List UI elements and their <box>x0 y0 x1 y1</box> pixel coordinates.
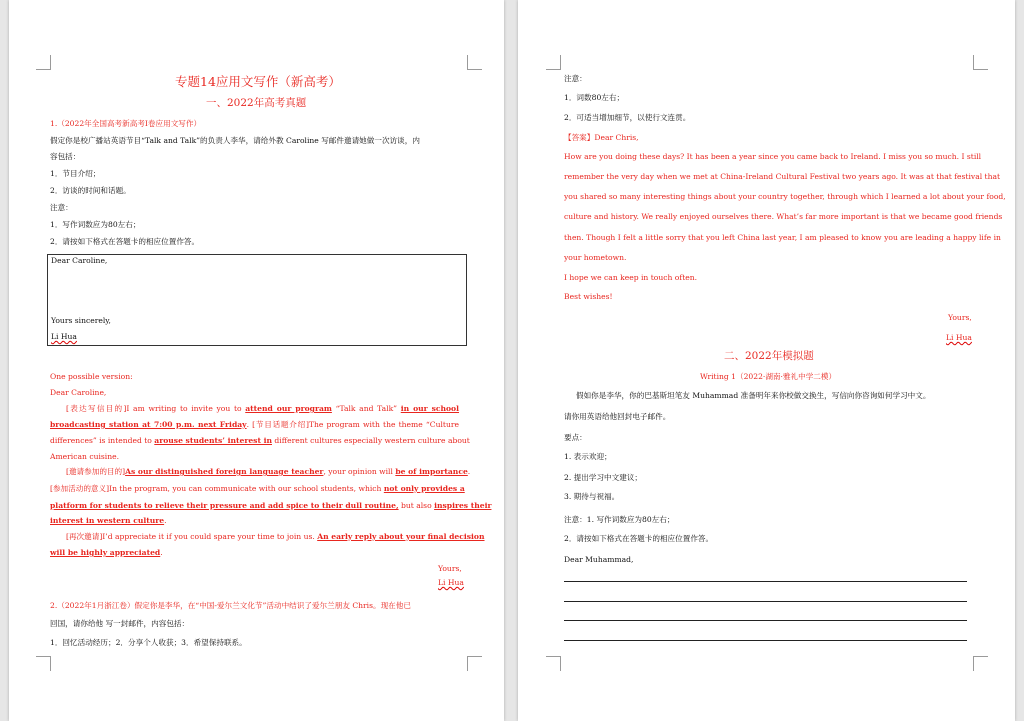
model-paragraph-3-line-2: will be highly appreciated. <box>50 548 163 557</box>
model-label: One possible version: <box>50 372 133 381</box>
writing-line <box>564 581 967 582</box>
point-item-2: 2. 提出学习中文建议； <box>564 473 643 482</box>
note-line-2: 2．请按如下格式在答题卡的相应位置作答。 <box>564 534 714 543</box>
answer-line-8: Best wishes! <box>564 292 613 301</box>
note-label: 注意： <box>564 74 587 83</box>
model-paragraph-1-line-1: [表达写信目的]I am writing to invite you to attend our program “Talk and Talk” in our school <box>66 404 460 413</box>
note-item-2: 2．可适当增加细节，以使行文连贯。 <box>564 113 691 122</box>
model-greeting: Dear Caroline, <box>50 388 107 397</box>
margin-mark-top-left <box>546 55 561 70</box>
margin-mark-bottom-left <box>36 656 51 671</box>
section-heading-mock-exam: 二、2022年模拟题 <box>724 350 814 362</box>
model-paragraph-1-line-4: American cuisine. <box>50 452 120 461</box>
question-1-prompt-cont: 容包括： <box>50 152 81 161</box>
model-paragraph-3-line-1: [再次邀请]I’d appreciate it if you could spare your time to join us. An early reply about your final decision <box>66 532 485 541</box>
model-paragraph-2-line-1: [邀请参加的目的]As our distinguished foreign language teacher, your opinion will be of importance. <box>66 467 471 476</box>
answer-format-box <box>47 254 467 346</box>
writing-1-prompt-cont: 请你用英语给他回封电子邮件。 <box>564 412 671 421</box>
writing-line <box>564 640 967 641</box>
writing-line <box>564 620 967 621</box>
section-heading-real-exam: 一、2022年高考真题 <box>206 97 307 109</box>
model-signature: Li Hua <box>438 578 464 587</box>
point-item-3: 3. 期待与祝福。 <box>564 492 620 501</box>
answer-greeting: 【答案】Dear Chris, <box>564 133 639 142</box>
margin-mark-top-right <box>467 55 482 70</box>
answer-line-2: remember the very day when we met at China-Ireland Cultural Festival two years ago. It was at that festival that <box>564 172 1001 181</box>
answer-line-4: culture and history. We really enjoyed ourselves there. What’s far more important is that we became good friends <box>564 212 1003 221</box>
answer-line-3: you shared so many interesting things about your country together, through which I learned a lot about your food, <box>564 192 1006 201</box>
answer-line-1: How are you doing these days? It has been a year since you came back to Ireland. I miss you so much. I still <box>564 152 982 161</box>
writing-1-prompt: 假如你是李华，你的巴基斯坦笔友 Muhammad 准备明年来你校做交换生，写信向你咨询如何学习中文。 <box>576 391 931 400</box>
question-1-heading: 1.（2022年全国高考新高考I卷应用文写作） <box>50 119 202 128</box>
writing-line <box>564 601 967 602</box>
question-1-prompt: 假定你是校广播站英语节目“Talk and Talk”的负责人李华，请给外教 Caroline 写邮件邀请她做一次访谈，内 <box>50 136 420 145</box>
note-label: 注意： <box>50 203 73 212</box>
answer-closing: Yours, <box>948 313 972 322</box>
answer-line-5: then. Though I felt a little sorry that you left China last year, I am pleased to know you are leading a happy life in <box>564 233 1001 242</box>
box-greeting: Dear Caroline, <box>51 256 108 265</box>
margin-mark-top-right <box>973 55 988 70</box>
margin-mark-top-left <box>36 55 51 70</box>
answer-signature: Li Hua <box>946 333 972 342</box>
note-line: 注意：1. 写作词数应为80左右； <box>564 515 675 524</box>
model-paragraph-2-line-2: [参加活动的意义]In the program, you can communicate with our school students, which not only provides a <box>50 484 465 493</box>
document-page-right <box>518 0 1015 721</box>
answer-line-6: your hometown. <box>564 253 627 262</box>
margin-mark-bottom-right <box>973 656 988 671</box>
margin-mark-bottom-right <box>467 656 482 671</box>
letter-greeting: Dear Muhammad, <box>564 555 634 564</box>
question-2-line-1: 2.（2022年1月浙江卷）假定你是李华，在“中国-爱尔兰文化节”活动中结识了爱尔兰朋友 Chris。现在他已 <box>50 601 411 610</box>
requirement-item-2: 2．访谈的时间和话题。 <box>50 186 131 195</box>
note-item-2: 2．请按如下格式在答题卡的相应位置作答。 <box>50 237 200 246</box>
box-signature: Li Hua <box>51 332 77 341</box>
answer-line-7: I hope we can keep in touch often. <box>564 273 698 282</box>
model-paragraph-2-line-4: interest in western culture. <box>50 516 167 525</box>
note-item-1: 1．词数80左右； <box>564 93 625 102</box>
box-closing: Yours sincerely, <box>51 316 111 325</box>
document-title: 专题14应用文写作（新高考） <box>175 74 341 89</box>
writing-1-label: Writing 1（2022·湖南·雅礼中学二模） <box>700 372 837 381</box>
model-paragraph-1-line-2: broadcasting station at 7:00 p.m. next Friday. [节目话题介绍]The program with the theme “Culture <box>50 420 459 429</box>
note-item-1: 1．写作词数应为80左右； <box>50 220 141 229</box>
question-2-line-2: 回国，请你给他 写一封邮件，内容包括： <box>50 619 190 628</box>
model-paragraph-1-line-3: differences” is intended to arouse students’ interest in different cultures especially western culture about <box>50 436 470 445</box>
requirement-item-1: 1．节目介绍； <box>50 169 101 178</box>
point-item-1: 1. 表示欢迎； <box>564 452 612 461</box>
question-2-line-3: 1．回忆活动经历；2．分享个人收获；3．希望保持联系。 <box>50 638 247 647</box>
document-page-left <box>9 0 504 721</box>
model-paragraph-2-line-3: platform for students to relieve their pressure and add spice to their dull routine, but also inspires their <box>50 501 492 510</box>
margin-mark-bottom-left <box>546 656 561 671</box>
points-label: 要点： <box>564 433 587 442</box>
model-closing: Yours, <box>438 564 462 573</box>
